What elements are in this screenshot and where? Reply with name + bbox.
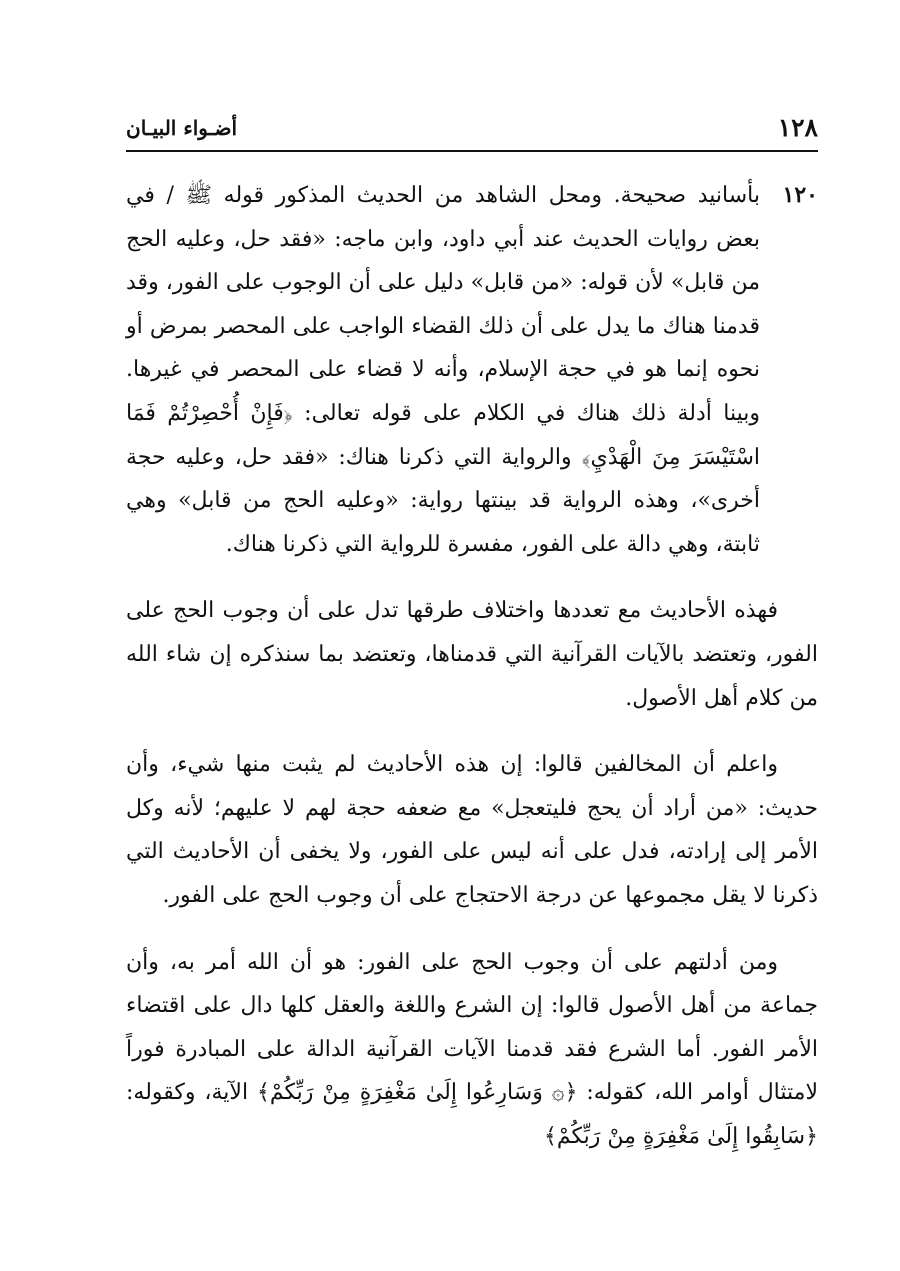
- paragraph-4: ومن أدلتهم على أن وجوب الحج على الفور: هو أن الله أمر به، وأن جماعة من أهل الأصول قالوا: إن الشرع واللغة والعقل كلها دال على اقتضاء الأمر الفور. أما الشرع فقد قدمنا الآيات القرآنية الدالة على المبادرة فوراً لامتثال أوامر الله، كقوله: ﴿۞ وَسَارِعُوا إِلَىٰ مَغْفِرَةٍ مِنْ رَبِّكُمْ﴾ الآية، وكقوله: ﴿سَابِقُوا إِلَىٰ مَغْفِرَةٍ مِنْ رَبِّكُمْ﴾: [126, 949, 818, 1149]
- book-title: أضـواء البيـان: [126, 116, 238, 140]
- header-rule: [126, 150, 818, 152]
- paragraph-1-text: بأسانيد صحيحة. ومحل الشاهد من الحديث المذكور قوله ﷺ / في بعض روايات الحديث عند أبي داود، وابن ماجه: «فقد حل، وعليه الحج من قابل» لأن قوله: «من قابل» دليل على أن الوجوب على الفور، وقد قدمنا هناك ما يدل على أن ذلك القضاء الواجب على المحصر بمرض أو نحوه إنما هو في حجة الإسلام، وأنه لا قضاء على المحصر في غيرها. وبينا أدلة ذلك هناك في الكلام على قوله تعالى: ﴿فَإِنْ أُحْصِرْتُمْ فَمَا اسْتَيْسَرَ مِنَ الْهَدْيِ﴾ والرواية التي ذكرنا هناك: «فقد حل، وعليه حجة أخرى»، وهذه الرواية قد بينتها رواية: «وعليه الحج من قابل» وهي ثابتة، وهي دالة على الفور، مفسرة للرواية التي ذكرنا هناك.: [126, 183, 760, 557]
- page-body: [126, 174, 818, 1158]
- paragraph-1: [126, 174, 818, 566]
- paragraph-2: فهذه الأحاديث مع تعددها واختلاف طرقها تدل على أن وجوب الحج على الفور، وتعتضد بالآيات القرآنية التي قدمناها، وتعتضد بما سنذكره إن شاء الله من كلام أهل الأصول.: [126, 598, 818, 711]
- paragraph-3: واعلم أن المخالفين قالوا: إن هذه الأحاديث لم يثبت منها شيء، وأن حديث: «من أراد أن يحج فليتعجل» مع ضعفه حجة لهم لا عليهم؛ لأنه وكل الأمر إلى إرادته، فدل على أنه ليس على الفور، ولا يخفى أن الأحاديث التي ذكرنا لا يقل مجموعها عن درجة الاحتجاج على أن وجوب الحج على الفور.: [126, 752, 818, 908]
- page-header: [126, 112, 818, 148]
- page-number: ١٢٨: [777, 113, 818, 142]
- volume-page-marker: ١٢٠: [782, 182, 818, 208]
